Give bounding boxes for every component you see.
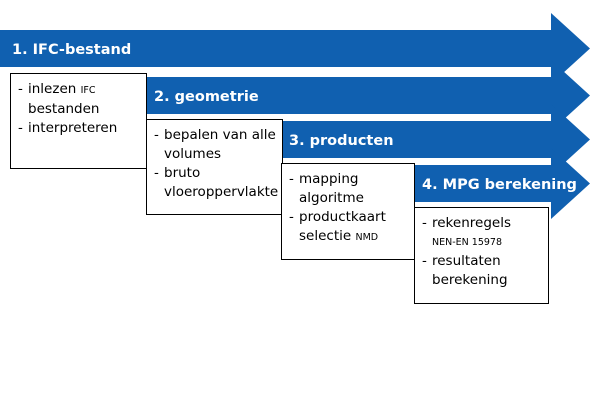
item-small-text: NEN-EN 15978 [432,237,502,248]
item-text-cont: bestanden [28,101,100,117]
step-box-4 [414,207,549,304]
list-item: - rekenregels NEN-EN 15978 [422,214,544,252]
arrow-title-1: 1. IFC-bestand [12,42,132,58]
arrow-title-2: 2. geometrie [154,89,259,105]
list-item: - productkaart selectie NMD [289,209,386,244]
arrow-title-4: 4. MPG berekening [422,177,577,193]
list-item: - bruto vloeroppervlakte [154,165,279,200]
item-text: mapping algoritme [299,171,364,206]
item-text: bruto vloeroppervlakte [164,165,279,200]
step-box-1 [10,73,147,169]
list-item: - bepalen van alle volumes [154,126,278,164]
arrow-title-3: 3. producten [289,133,394,149]
item-text: interpreteren [28,120,118,136]
item-text: rekenregels [432,215,511,231]
step-box-2 [146,119,283,215]
item-small-text: IFC [80,85,96,96]
item-text: productkaart selectie [299,209,386,244]
item-small-text: NMD [355,232,379,243]
item-text: resultaten berekening [432,253,508,288]
list-item: - mapping algoritme [289,170,410,208]
item-text: inlezen [28,81,77,97]
list-item: - inlezen IFC bestanden [18,81,100,117]
item-text: bepalen van alle volumes [164,127,276,162]
list-item: - resultaten berekening [422,252,544,290]
list-item: - interpreteren [18,119,142,138]
step-box-3 [281,163,415,260]
